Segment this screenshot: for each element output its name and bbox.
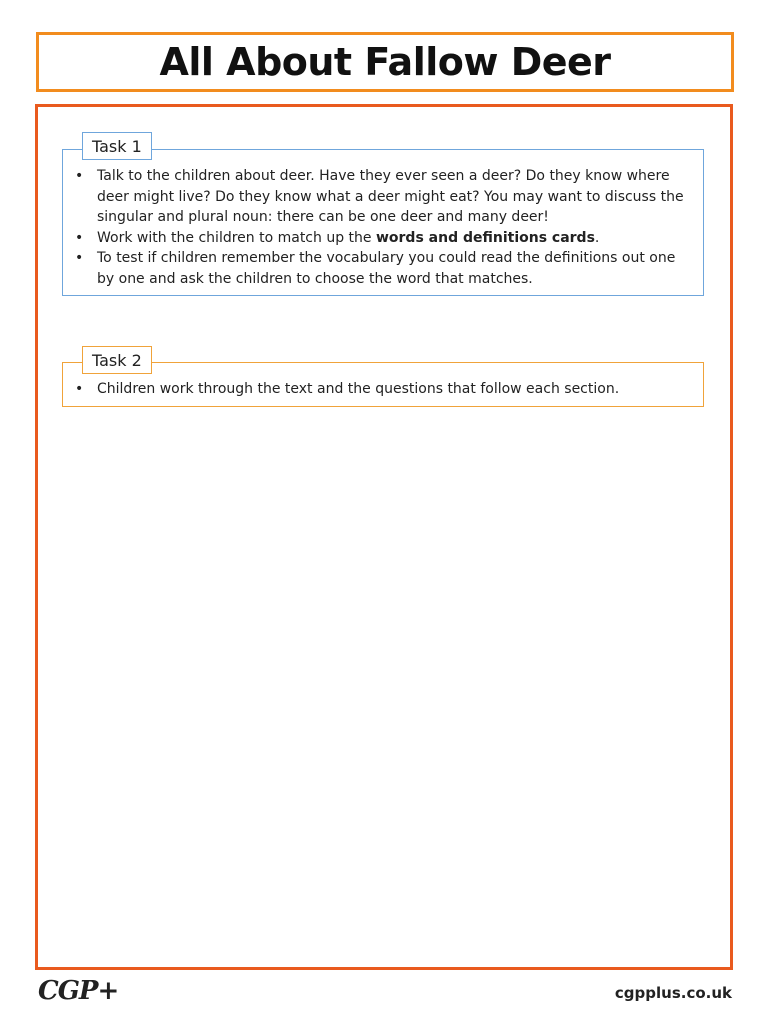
task-1-label: Task 1: [82, 132, 152, 160]
bullet-icon: •: [75, 250, 84, 266]
cgp-logo: CGP+: [38, 976, 119, 1006]
task-1-bullet-2-text-after: .: [594, 229, 600, 246]
list-item: [63, 228, 703, 249]
list-item: [63, 166, 703, 228]
list-item: [63, 248, 703, 289]
task-2-list: [63, 379, 703, 400]
task-1-bullet-2-text-before: Work with the children to match up the: [97, 229, 376, 246]
task-1-list: [63, 166, 703, 289]
task-1-box: [62, 149, 704, 296]
task-2-label: Task 2: [82, 346, 152, 374]
title-banner: [36, 32, 734, 92]
task-2-bullet-1-text: Children work through the text and the questions that follow each section.: [97, 381, 620, 397]
bullet-icon: •: [75, 168, 84, 184]
task-2-box: [62, 362, 704, 407]
task-1-bullet-1-text: Talk to the children about deer. Have they ever seen a deer? Do they know where deer might live? Do they know what a deer might eat? You may want to discuss the singular and plural noun: there can be one deer and many deer!: [97, 168, 684, 225]
task-1-bullet-2-bold-text: words and definitions cards: [375, 229, 595, 246]
bullet-icon: •: [75, 229, 84, 246]
bullet-icon: •: [75, 381, 84, 397]
list-item: [63, 379, 703, 400]
footer-url: cgpplus.co.uk: [614, 984, 732, 1002]
page-title: All About Fallow Deer: [159, 40, 611, 84]
task-1-bullet-3-text: To test if children remember the vocabulary you could read the definitions out one by one and ask the children to choose the word that matches.: [97, 250, 676, 287]
